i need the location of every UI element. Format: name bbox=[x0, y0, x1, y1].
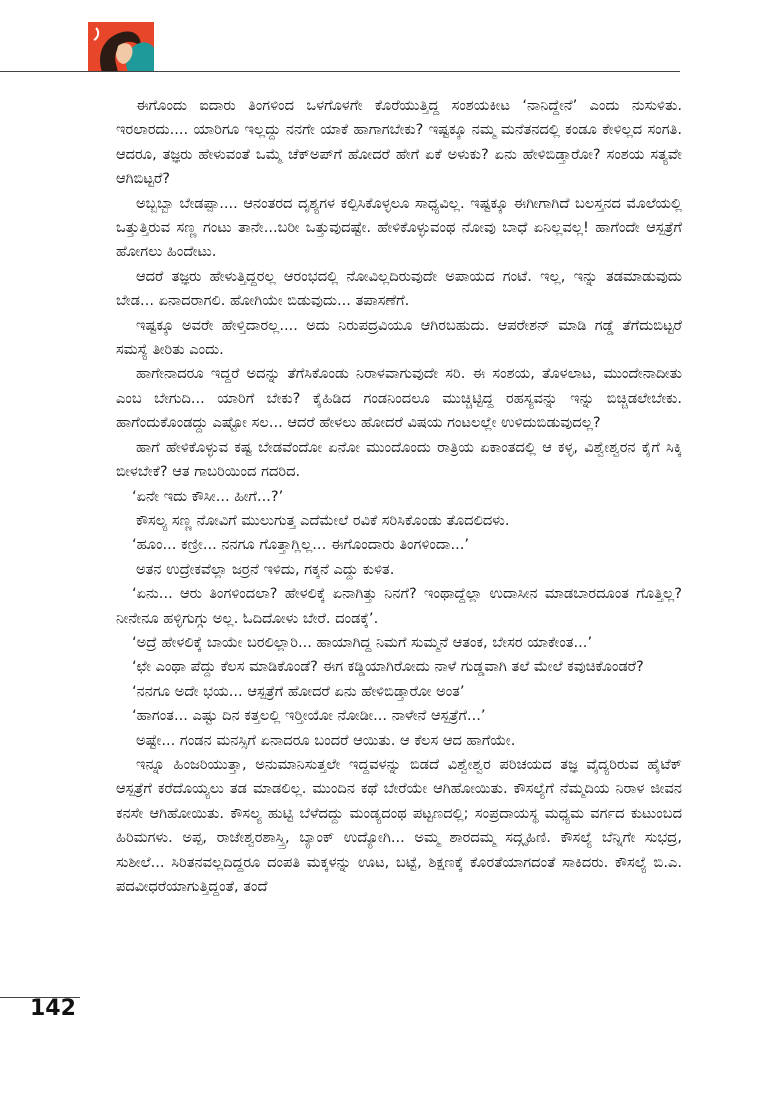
dialogue-line: ‘ಏನು... ಆರು ತಿಂಗಳಿಂದಲಾ? ಹೇಳಲಿಕ್ಕೆ ಏನಾಗಿತ್ತು ನಿನಗೆ? ಇಂಥಾದ್ದೆಲ್ಲಾ ಉದಾಸೀನ ಮಾಡಬಾರದೂಂತ ಗೊತ್ತಿಲ್ಲ? ನೀನೇನೂ ಹಳ್ಳಿಗುಗ್ಗು ಅಲ್ಲ. ಓದಿದೋಳು ಬೇರೆ. ದಂಡಕ್ಕೆ’. bbox=[116, 585, 682, 627]
paragraph: ಅಷ್ಟೇ... ಗಂಡನ ಮನಸ್ಸಿಗೆ ಏನಾದರೂ ಬಂದರೆ ಆಯಿತು. ಆ ಕೆಲಸ ಆದ ಹಾಗೆಯೇ. bbox=[136, 731, 516, 749]
dialogue-line: ‘ನನಗೂ ಅದೇ ಭಯ... ಆಸ್ಪತ್ರೆಗೆ ಹೋದರೆ ಏನು ಹೇಳಿಬಿಡ್ತಾರೋ ಅಂತ’ bbox=[132, 682, 465, 700]
dialogue-line: ‘ಏನೇ ಇದು ಕೌಸೀ... ಹೀಗೆ...?’ bbox=[132, 487, 284, 505]
page-number: 142 bbox=[30, 996, 76, 1021]
dialogue-line: ‘ಛೇ ಎಂಥಾ ಪೆದ್ದು ಕೆಲಸ ಮಾಡಿಕೊಂಡೆ? ಈಗ ಕಡ್ಡಿಯಾಗಿರೋದು ನಾಳೆ ಗುಡ್ಡವಾಗಿ ತಲೆ ಮೇಲೆ ಕವುಚಿಕೊಂಡರೆ? bbox=[132, 658, 644, 676]
article-body bbox=[116, 94, 682, 899]
paragraph: ಹಾಗೇನಾದರೂ ಇದ್ದರೆ ಅದನ್ನು ತೆಗೆಸಿಕೊಂಡು ನಿರಾಳವಾಗುವುದೇ ಸರಿ. ಈ ಸಂಶಯ, ತೊಳಲಾಟ, ಮುಂದೇನಾದೀತು ಎಂಬ ಬೇಗುದಿ... ಯಾರಿಗೆ ಬೇಕು? ಕೈಹಿಡಿದ ಗಂಡನಿಂದಲೂ ಮುಚ್ಚಿಟ್ಟಿದ್ದ ರಹಸ್ಯವನ್ನು ಇನ್ನು ಬಿಚ್ಚಿಡಲೇಬೇಕು. ಹಾಗೆಂದುಕೊಂಡದ್ದು ಎಷ್ಟೋ ಸಲ... ಆದರೆ ಹೇಳಲು ಹೋದರೆ ವಿಷಯ ಗಂಟಲಲ್ಲೇ ಉಳಿದುಬಿಡುವುದಲ್ಲ? bbox=[116, 365, 682, 432]
dialogue-line: ‘ಹಾಗಂತ... ಎಷ್ಟು ದಿನ ಕತ್ತಲಲ್ಲಿ ಇರ್‍ತೀಯೋ ನೋಡೀ... ನಾಳೇನೆ ಆಸ್ಪತ್ರೆಗೆ...’ bbox=[132, 707, 486, 725]
paragraph: ಇಷ್ಟಕ್ಕೂ ಅವರೇ ಹೇಳ್ತಿದಾರಲ್ಲ.... ಅದು ನಿರುಪದ್ರವಿಯೂ ಆಗಿರಬಹುದು. ಆಪರೇಶನ್ ಮಾಡಿ ಗಡ್ಡೆ ತೆಗೆದುಬಿಟ್ಟರೆ ಸಮಸ್ಯೆ ತೀರಿತು ಎಂದು. bbox=[116, 316, 682, 359]
paragraph: ಇನ್ನೂ ಹಿಂಜರಿಯುತ್ತಾ, ಅನುಮಾನಿಸುತ್ತಲೇ ಇದ್ದವಳನ್ನು ಬಿಡದೆ ವಿಶ್ವೇಶ್ವರ ಪರಿಚಯದ ತಜ್ಞ ವೈದ್ಯರಿರುವ ಹೈಟೆಕ್ ಆಸ್ಪತ್ರೆಗೆ ಕರೆದೊಯ್ಯಲು ತಡ ಮಾಡಲಿಲ್ಲ. ಮುಂದಿನ ಕಥೆ ಬೇರೆಯೇ ಆಗಿಹೋಯಿತು. ಕೌಸಲ್ಯೆಗೆ ನೆಮ್ಮದಿಯ ನಿರಾಳ ಜೀವನ ಕನಸೇ ಆಗಿಹೋಯಿತು. ಕೌಸಲ್ಯ ಹುಟ್ಟಿ ಬೆಳೆದದ್ದು ಮಂಡ್ಯದಂಥ ಪಟ್ಟಣದಲ್ಲಿ; ಸಂಪ್ರದಾಯಸ್ಥ ಮಧ್ಯಮ ವರ್ಗದ ಕುಟುಂಬದ ಹಿರಿಮಗಳು. ಅಪ್ಪ, ರಾಜೇಶ್ವರಶಾಸ್ತ್ರಿ, ಬ್ಯಾಂಕ್ ಉದ್ಯೋಗಿ... ಅಮ್ಮ ಶಾರದಮ್ಮ ಸದ್ಗೃಹಿಣಿ. ಕೌಸಲ್ಯೆ ಬೆನ್ನಿಗೇ ಸುಭದ್ರ, ಸುಶೀಲೆ... ಸಿರಿತನವಲ್ಲದಿದ್ದರೂ ದಂಪತಿ ಮಕ್ಕಳನ್ನು ಊಟ, ಬಟ್ಟೆ, ಶಿಕ್ಷಣಕ್ಕೆ ಕೊರತೆಯಾಗದಂತೆ ಸಾಕಿದರು. ಕೌಸಲ್ಯೆ ಬಿ.ಎ. ಪದವೀಧರೆಯಾಗುತ್ತಿದ್ದಂತೆ, ತಂದೆ bbox=[116, 755, 682, 895]
paragraph: ಹಾಗೆ ಹೇಳಿಕೊಳ್ಳುವ ಕಷ್ಟ ಬೇಡವೆಂದೋ ಏನೋ ಮುಂದೊಂದು ರಾತ್ರಿಯ ಏಕಾಂತದಲ್ಲಿ ಆ ಕಳ್ಳ, ವಿಶ್ವೇಶ್ವರನ ಕೈಗೆ ಸಿಕ್ಕಿ ಬೀಳಬೇಕೆ? ಆತ ಗಾಬರಿಯಿಂದ ಗದರಿದ. bbox=[116, 438, 682, 481]
paragraph: ಅತನ ಉದ್ರೇಕವೆಲ್ಲಾ ಜರ್‍ರನೆ ಇಳಿದು, ಗಕ್ಕನೆ ಎದ್ದು ಕುಳಿತ. bbox=[136, 560, 395, 578]
dialogue-line: ‘ಹೂಂ... ಕಣ್ರೀ... ನನಗೂ ಗೊತ್ತಾಗ್ಲಿಲ್ಲ... ಈಗೊಂದಾರು ತಿಂಗಳಿಂದಾ...’ bbox=[132, 536, 469, 554]
paragraph: ಕೌಸಲ್ಯ ಸಣ್ಣ ನೋವಿಗೆ ಮುಲುಗುತ್ತ ಎದೆಮೇಲೆ ರವಿಕೆ ಸರಿಸಿಕೊಂಡು ತೊದಲಿದಳು. bbox=[136, 511, 510, 529]
paragraph: ಈಗೊಂದು ಐದಾರು ತಿಂಗಳಿಂದ ಒಳಗೊಳಗೇ ಕೊರೆಯುತ್ತಿದ್ದ ಸಂಶಯಕೀಟ ‘ನಾನಿದ್ದೇನೆ’ ಎಂದು ನುಸುಳಿತು. ಇರಲಾರದು.... ಯಾರಿಗೂ ಇಲ್ಲದ್ದು ನನಗೇ ಯಾಕೆ ಹಾಗಾಗಬೇಕು? ಇಷ್ಟಕ್ಕೂ ನಮ್ಮ ಮನೆತನದಲ್ಲಿ ಕಂಡೂ ಕೇಳಿಲ್ಲದ ಸಂಗತಿ. ಆದರೂ, ತಜ್ಞರು ಹೇಳುವಂತೆ ಒಮ್ಮೆ ಚೆಕ್‌ಅಪ್‌ಗೆ ಹೋದರೆ ಹೇಗೆ ಏಕೆ ಅಳುಕು? ಏನು ಹೇಳಿಬಿಡ್ತಾರೋ? ಸಂಶಯ ಸತ್ಯವೇ ಆಗಿಬಿಟ್ಟರೆ? bbox=[116, 97, 682, 188]
paragraph: ಆದರೆ ತಜ್ಞರು ಹೇಳುತ್ತಿದ್ದರಲ್ಲ ಆರಂಭದಲ್ಲಿ ನೋವಿಲ್ಲದಿರುವುದೇ ಅಪಾಯದ ಗಂಟೆ. ಇಲ್ಲ, ಇನ್ನು ತಡಮಾಡುವುದು ಬೇಡ... ಏನಾದರಾಗಲಿ. ಹೋಗಿಯೇ ಬಿಡುವುದು... ತಪಾಸಣೆಗೆ. bbox=[116, 267, 682, 310]
paragraph: ಅಬ್ಬಬ್ಬಾ ಬೇಡಪ್ಪಾ.... ಆನಂತರದ ದೃಶ್ಯಗಳ ಕಲ್ಪಿಸಿಕೊಳ್ಳಲೂ ಸಾಧ್ಯವಿಲ್ಲ. ಇಷ್ಟಕ್ಕೂ ಈಗೀಗಾಗಿದೆ ಬಲಸ್ತನದ ಮೊಲೆಯಲ್ಲಿ ಒತ್ತುತ್ತಿರುವ ಸಣ್ಣ ಗಂಟು ತಾನೇ...ಬರೀ ಒತ್ತುವುದಷ್ಟೇ. ಹೇಳಿಕೊಳ್ಳುವಂಥ ನೋವು ಬಾಧೆ ಏನಿಲ್ಲವಲ್ಲ! ಹಾಗೆಂದೇ ಆಸ್ಪತ್ರೆಗೆ ಹೋಗಲು ಹಿಂದೇಟು. bbox=[116, 194, 682, 261]
dialogue-line: ‘ಅದ್ರೆ ಹೇಳಲಿಕ್ಕೆ ಬಾಯೇ ಬರಲಿಲ್ಲಾರಿ... ಹಾಯಾಗಿದ್ದ ನಿಮಗೆ ಸುಮ್ಮನೆ ಆತಂಕ, ಬೇಸರ ಯಾಕೇಂತ...’ bbox=[132, 633, 593, 651]
magazine-logo-icon bbox=[88, 22, 154, 72]
header-rule bbox=[0, 71, 680, 72]
